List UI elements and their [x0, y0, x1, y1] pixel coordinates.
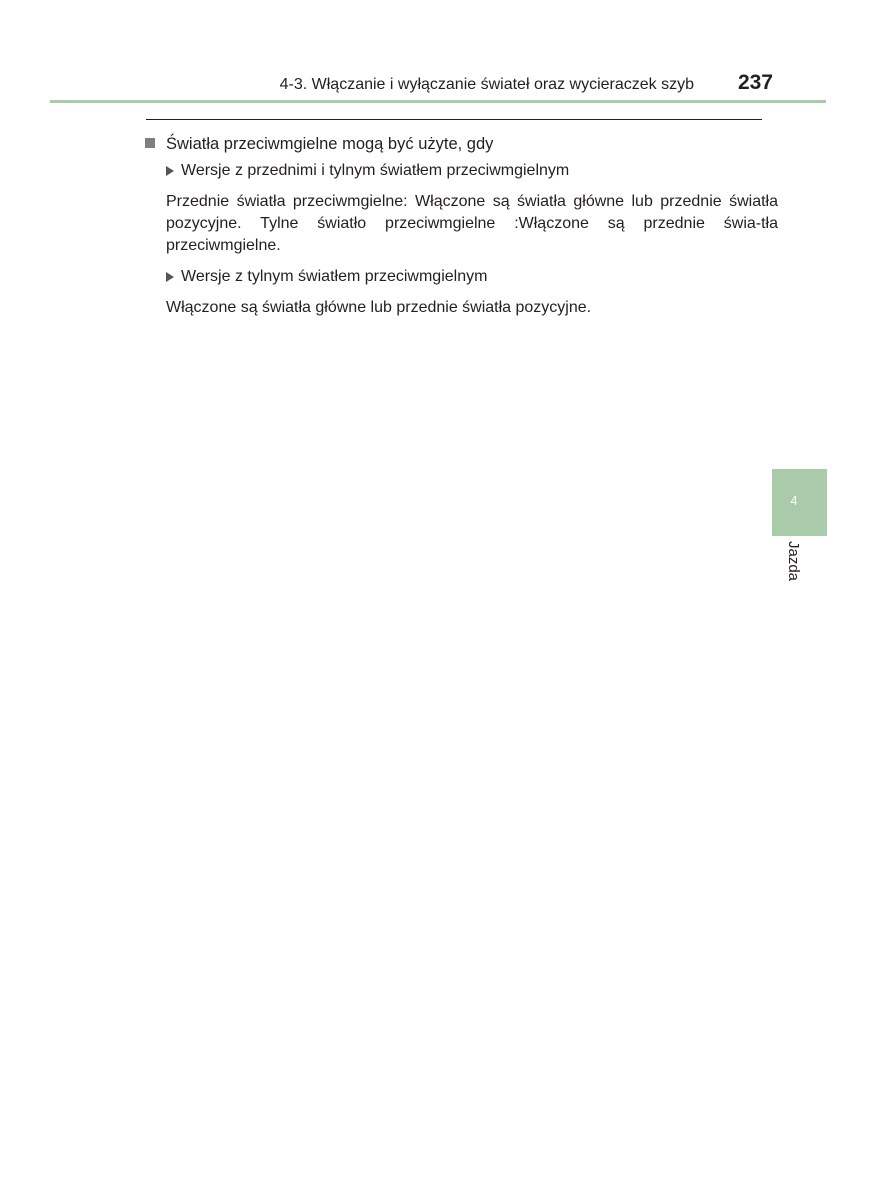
paragraph: Włączone są światła główne lub przednie światła pozycyjne. [166, 299, 592, 316]
chapter-tab [772, 469, 827, 536]
sub-item-rear-only [145, 266, 780, 288]
section-heading [145, 132, 780, 156]
sub-item-label: Wersje z przednimi i tylnym światłem przeciwmgielnym [181, 162, 570, 179]
header-rule [50, 100, 826, 103]
sub-item-label: Wersje z tylnym światłem przeciwmgielnym [181, 268, 488, 285]
triangle-bullet-icon [166, 272, 174, 282]
paragraph: Przednie światła przeciwmgielne: Włączone są światła główne lub przednie światła pozycyjne. Tylne światło przeciwmgielne :Włączone są przednie świa-tła przeciwmgielne. [166, 193, 778, 254]
square-bullet-icon [145, 138, 155, 148]
sub-item-front-and-rear [145, 160, 780, 182]
triangle-bullet-icon [166, 166, 174, 176]
page-header [0, 0, 880, 110]
section-heading-text: Światła przeciwmgielne mogą być użyte, gdy [166, 135, 494, 153]
chapter-title: 4-3. Włączanie i wyłączanie świateł oraz wycieraczek szyb [279, 76, 694, 93]
chapter-tab-label: Jazda [785, 541, 802, 582]
page-number: 237 [737, 71, 773, 94]
chapter-tab-number: 4 [790, 493, 798, 508]
section-divider [146, 119, 762, 120]
fog-lights-section [145, 132, 780, 328]
